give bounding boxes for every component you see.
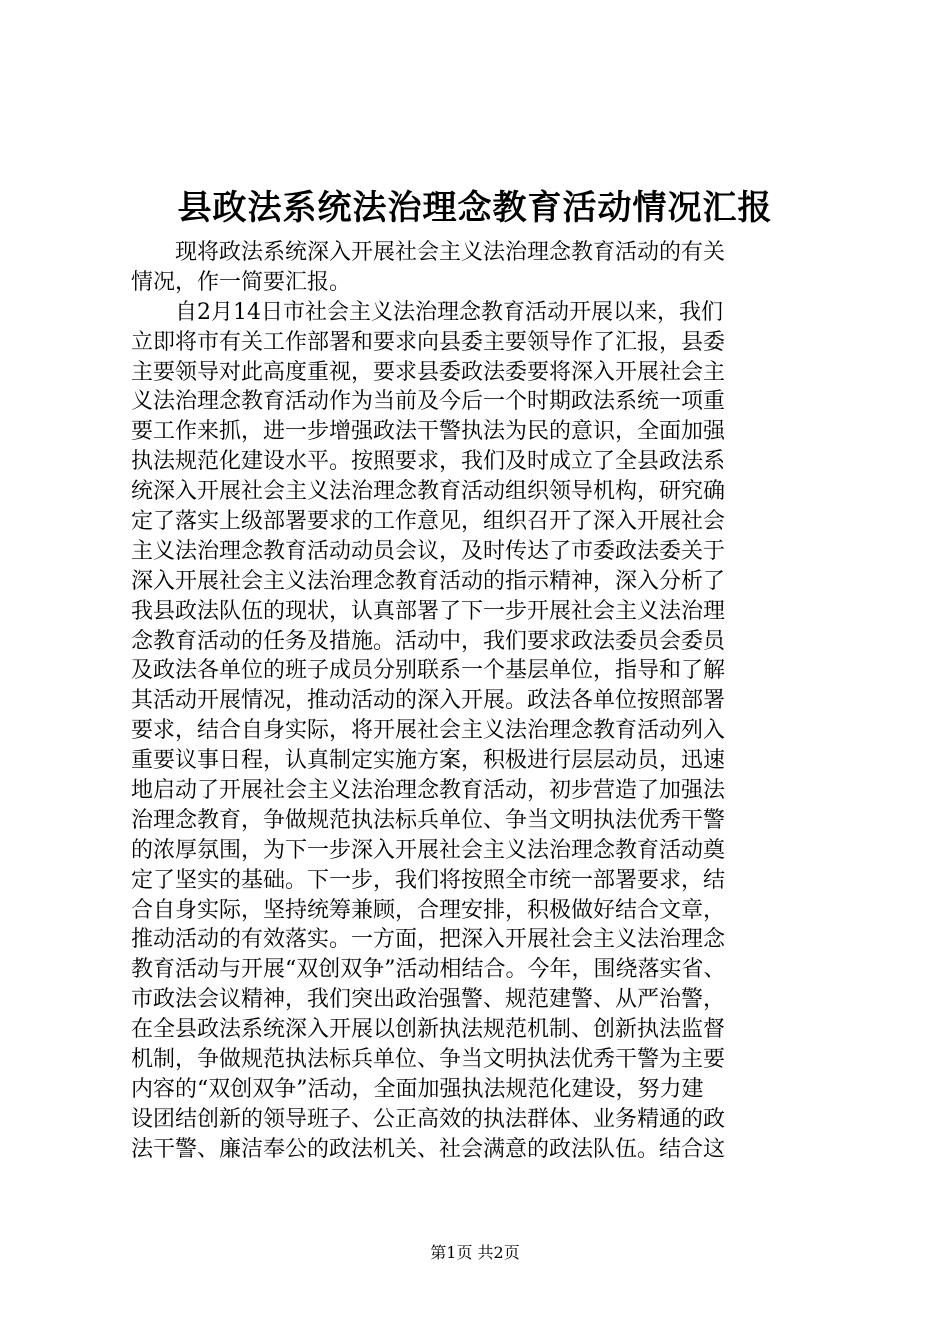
paragraph-line: 义法治理念教育活动作为当前及今后一个时期政法系统一项重 bbox=[131, 389, 726, 415]
paragraph-line: 教育活动与开展“双创双争”活动相结合。今年，围绕落实省、 bbox=[131, 957, 726, 983]
paragraph-line: 定了坚实的基础。下一步，我们将按照全市统一部署要求，结 bbox=[131, 867, 726, 893]
paragraph-line: 要求，结合自身实际，将开展社会主义法治理念教育活动列入 bbox=[131, 718, 726, 744]
paragraph-line: 我县政法队伍的现状，认真部署了下一步开展社会主义法治理 bbox=[131, 598, 726, 624]
paragraph-line: 执法规范化建设水平。按照要求，我们及时成立了全县政法系 bbox=[131, 449, 726, 475]
paragraph-line: 要工作来抓，进一步增强政法干警执法为民的意识，全面加强 bbox=[131, 419, 726, 445]
paragraph-line: 自2月14日市社会主义法治理念教育活动开展以来，我们 bbox=[175, 299, 723, 325]
paragraph-line: 合自身实际，坚持统筹兼顾，合理安排，积极做好结合文章， bbox=[131, 897, 726, 923]
document-title: 县政法系统法治理念教育活动情况汇报 bbox=[177, 188, 773, 228]
paragraph-line: 主义法治理念教育活动动员会议，及时传达了市委政法委关于 bbox=[131, 538, 726, 564]
paragraph-line: 情况，作一简要汇报。 bbox=[131, 269, 352, 295]
paragraph-line: 及政法各单位的班子成员分别联系一个基层单位，指导和了解 bbox=[131, 658, 726, 684]
paragraph-line: 机制，争做规范执法标兵单位、争当文明执法优秀干警为主要 bbox=[131, 1047, 726, 1073]
paragraph-line: 统深入开展社会主义法治理念教育活动组织领导机构，研究确 bbox=[131, 479, 726, 505]
paragraph-line: 定了落实上级部署要求的工作意见，组织召开了深入开展社会 bbox=[131, 509, 726, 535]
paragraph-line: 其活动开展情况，推动活动的深入开展。政法各单位按照部署 bbox=[131, 688, 726, 714]
paragraph-line: 的浓厚氛围，为下一步深入开展社会主义法治理念教育活动奠 bbox=[131, 837, 726, 863]
paragraph-line: 念教育活动的任务及措施。活动中，我们要求政法委员会委员 bbox=[131, 628, 726, 654]
paragraph-line: 设团结创新的领导班子、公正高效的执法群体、业务精通的政 bbox=[131, 1106, 726, 1132]
paragraph-line: 治理念教育，争做规范执法标兵单位、争当文明执法优秀干警 bbox=[131, 807, 726, 833]
document-body bbox=[131, 238, 831, 1165]
paragraph-line: 立即将市有关工作部署和要求向县委主要领导作了汇报，县委 bbox=[131, 329, 726, 355]
paragraph-line: 市政法会议精神，我们突出政治强警、规范建警、从严治警， bbox=[131, 987, 726, 1013]
paragraph-line: 主要领导对此高度重视，要求县委政法委要将深入开展社会主 bbox=[131, 359, 726, 385]
paragraph-line: 深入开展社会主义法治理念教育活动的指示精神，深入分析了 bbox=[131, 568, 726, 594]
paragraph-line: 内容的“双创双争”活动，全面加强执法规范化建设，努力建 bbox=[131, 1076, 704, 1102]
paragraph-line: 地启动了开展社会主义法治理念教育活动，初步营造了加强法 bbox=[131, 778, 726, 804]
paragraph-line: 重要议事日程，认真制定实施方案，积极进行层层动员，迅速 bbox=[131, 748, 726, 774]
page-footer: 第1页 共2页 bbox=[430, 1243, 520, 1262]
paragraph-line: 现将政法系统深入开展社会主义法治理念教育活动的有关 bbox=[175, 240, 726, 265]
paragraph-line: 在全县政法系统深入开展以创新执法规范机制、创新执法监督 bbox=[131, 1017, 726, 1043]
paragraph-line: 推动活动的有效落实。一方面，把深入开展社会主义法治理念 bbox=[131, 927, 726, 953]
paragraph-line: 法干警、廉洁奉公的政法机关、社会满意的政法队伍。结合这 bbox=[131, 1136, 726, 1162]
